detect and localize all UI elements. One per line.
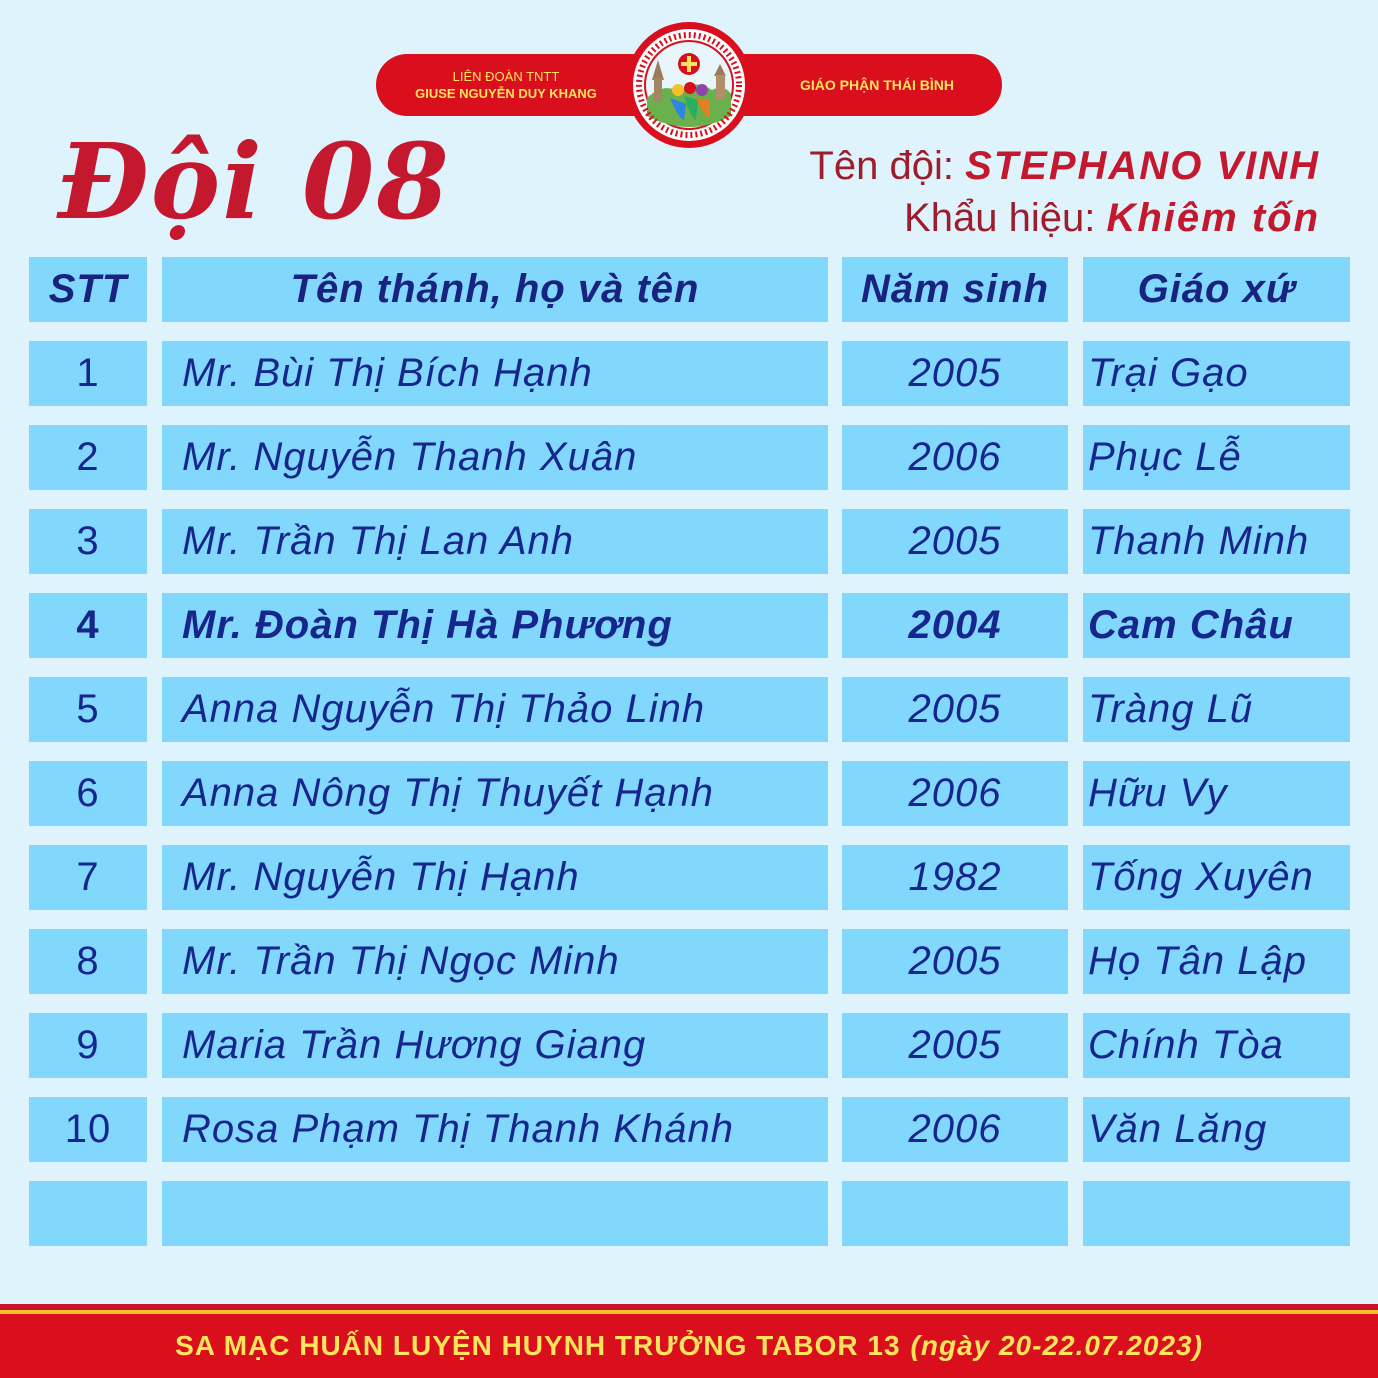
team-name-line — [809, 140, 1320, 192]
row-9-year: 2005 — [842, 1013, 1068, 1078]
row-2-year: 2006 — [842, 425, 1068, 490]
row-10-name: Rosa Phạm Thị Thanh Khánh — [162, 1097, 828, 1162]
row-5-parish: Tràng Lũ — [1083, 677, 1350, 742]
row-10-year: 2006 — [842, 1097, 1068, 1162]
row-6-stt: 6 — [29, 761, 147, 826]
row-7-stt: 7 — [29, 845, 147, 910]
header-parish: Giáo xứ — [1083, 257, 1350, 322]
team-motto-line — [809, 192, 1320, 244]
row-8-parish: Họ Tân Lập — [1083, 929, 1350, 994]
federation-name — [376, 54, 636, 116]
diocese-name: GIÁO PHẬN THÁI BÌNH — [800, 77, 954, 93]
federation-line-1: LIÊN ĐOÀN TNTT — [452, 69, 560, 84]
row-1-stt: 1 — [29, 341, 147, 406]
row-7-parish: Tống Xuyên — [1083, 845, 1350, 910]
row-3-parish: Thanh Minh — [1083, 509, 1350, 574]
row-10-stt: 10 — [29, 1097, 147, 1162]
row-9-parish: Chính Tòa — [1083, 1013, 1350, 1078]
federation-line-2: GIUSE NGUYỄN DUY KHANG — [415, 86, 597, 101]
row-7-name: Mr. Nguyễn Thị Hạnh — [162, 845, 828, 910]
row-2-name: Mr. Nguyễn Thanh Xuân — [162, 425, 828, 490]
footer-date: (ngày 20-22.07.2023) — [910, 1330, 1203, 1361]
team-title: Đội 08 — [58, 120, 451, 243]
header-year: Năm sinh — [842, 257, 1068, 322]
row-5-year: 2005 — [842, 677, 1068, 742]
row-3-stt: 3 — [29, 509, 147, 574]
team-meta — [809, 140, 1320, 244]
row-4-name: Mr. Đoàn Thị Hà Phương — [162, 593, 828, 658]
row-4-year: 2004 — [842, 593, 1068, 658]
row-2-parish: Phục Lễ — [1083, 425, 1350, 490]
row-6-parish: Hữu Vy — [1083, 761, 1350, 826]
row-7-year: 1982 — [842, 845, 1068, 910]
row-10-parish: Văn Lăng — [1083, 1097, 1350, 1162]
row-6-name: Anna Nông Thị Thuyết Hạnh — [162, 761, 828, 826]
team-name-label: Tên đội: — [809, 144, 954, 188]
header-name: Tên thánh, họ và tên — [162, 257, 828, 322]
row-3-year: 2005 — [842, 509, 1068, 574]
row-6-year: 2006 — [842, 761, 1068, 826]
row-11-year — [842, 1181, 1068, 1246]
federation-logo — [624, 20, 754, 150]
team-motto-value: Khiêm tốn — [1106, 196, 1320, 240]
row-8-year: 2005 — [842, 929, 1068, 994]
row-5-name: Anna Nguyễn Thị Thảo Linh — [162, 677, 828, 742]
row-11-name — [162, 1181, 828, 1246]
row-9-stt: 9 — [29, 1013, 147, 1078]
row-1-year: 2005 — [842, 341, 1068, 406]
row-4-parish: Cam Châu — [1083, 593, 1350, 658]
row-3-name: Mr. Trần Thị Lan Anh — [162, 509, 828, 574]
row-5-stt: 5 — [29, 677, 147, 742]
row-1-parish: Trại Gạo — [1083, 341, 1350, 406]
row-11-stt — [29, 1181, 147, 1246]
row-9-name: Maria Trần Hương Giang — [162, 1013, 828, 1078]
row-1-name: Mr. Bùi Thị Bích Hạnh — [162, 341, 828, 406]
row-8-stt: 8 — [29, 929, 147, 994]
row-11-parish — [1083, 1181, 1350, 1246]
team-motto-label: Khẩu hiệu: — [904, 196, 1096, 240]
footer-title: SA MẠC HUẤN LUYỆN HUYNH TRƯỞNG TABOR 13 — [175, 1330, 901, 1361]
row-8-name: Mr. Trần Thị Ngọc Minh — [162, 929, 828, 994]
team-name-value: STEPHANO VINH — [965, 144, 1320, 188]
footer-banner — [0, 1314, 1378, 1378]
header-stt: STT — [29, 257, 147, 322]
row-2-stt: 2 — [29, 425, 147, 490]
row-4-stt: 4 — [29, 593, 147, 658]
